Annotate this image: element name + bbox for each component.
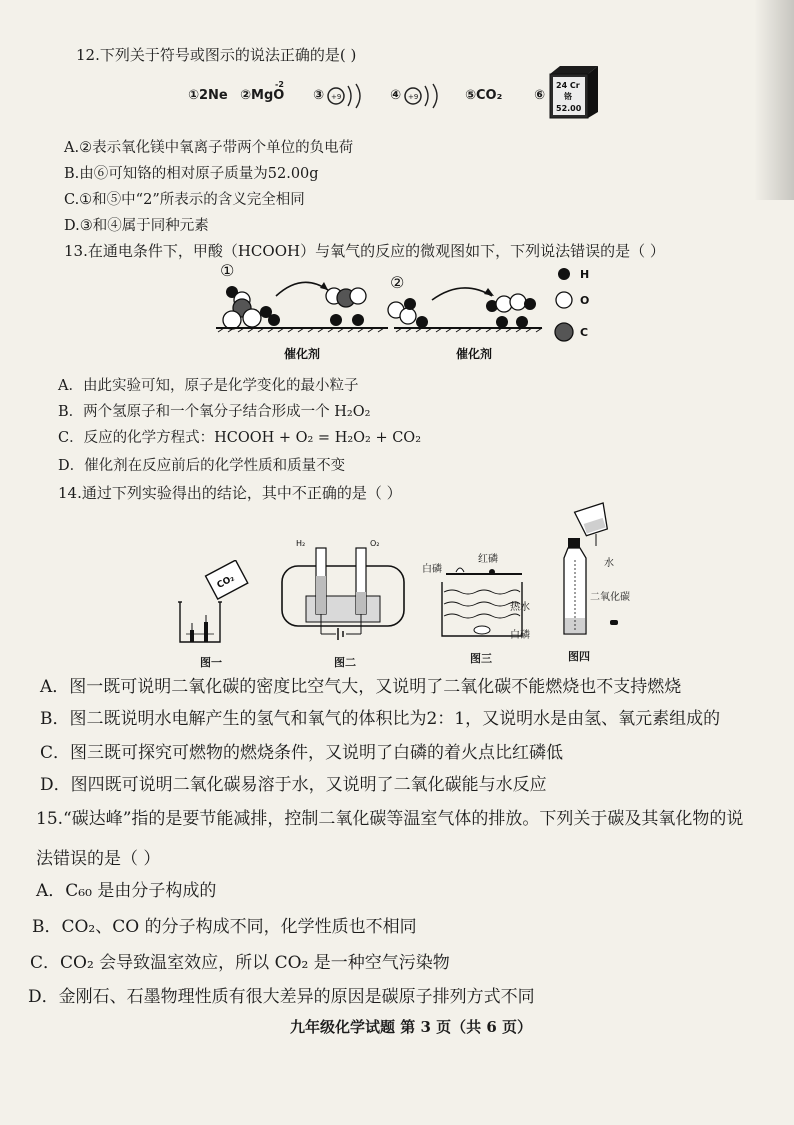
fig4-label-co2: 二氧化碳 <box>590 592 630 603</box>
reaction-microscopic-diagram <box>212 260 612 366</box>
symbol-4-num: ④ <box>390 88 402 103</box>
fig4-label-water: 水 <box>604 558 614 569</box>
figure-1-caption: 图一 <box>200 656 222 669</box>
svg-text:H₂: H₂ <box>296 539 306 548</box>
element-card-chromium <box>548 64 600 120</box>
svg-text:O₂: O₂ <box>370 539 380 548</box>
svg-text:②: ② <box>390 273 405 292</box>
q13-option-a: A．由此实验可知，原子是化学变化的最小粒子 <box>58 378 359 394</box>
figure-4-co2-bottle <box>556 502 632 640</box>
svg-text:H: H <box>580 268 590 281</box>
symbol-1: ①2Ne <box>188 88 228 103</box>
figure-2-electrolysis <box>276 536 410 650</box>
q14-stem: 14.通过下列实验得出的结论，其中不正确的是（ ） <box>58 484 402 502</box>
q15-option-a: A．C₆₀ 是由分子构成的 <box>36 881 217 901</box>
fig3-label-white-p2: 白磷 <box>510 630 530 641</box>
svg-text:52.00: 52.00 <box>556 104 582 113</box>
svg-text:+9: +9 <box>331 93 342 101</box>
figure-4-caption: 图四 <box>568 650 590 663</box>
symbol-5: ⑤CO₂ <box>465 88 503 103</box>
svg-text:CO₂: CO₂ <box>215 573 237 591</box>
svg-text:①: ① <box>220 261 235 280</box>
figure-1-co2-beaker <box>172 560 258 652</box>
svg-text:O: O <box>580 294 590 307</box>
symbol-2-charge: -2 <box>275 80 284 89</box>
q15-stem-line1: 15.“碳达峰”指的是要节能减排，控制二氧化碳等温室气体的排放。下列关于碳及其氧化物的说 <box>36 809 744 829</box>
q15-option-c: C．CO₂ 会导致温室效应，所以 CO₂ 是一种空气污染物 <box>30 953 450 973</box>
svg-text:催化剂: 催化剂 <box>456 347 493 361</box>
page-footer: 九年级化学试题 第 3 页（共 6 页） <box>290 1018 532 1036</box>
figure-3-caption: 图三 <box>470 652 492 665</box>
q12-stem: 12.下列关于符号或图示的说法正确的是( ) <box>76 46 357 64</box>
fig3-label-hot-water: 热水 <box>510 602 530 613</box>
page-shadow <box>754 0 794 200</box>
fig3-label-white-p: 白磷 <box>422 564 442 575</box>
figure-2-caption: 图二 <box>334 656 356 669</box>
atom-structure-4-diagram <box>403 82 445 110</box>
svg-text:+9: +9 <box>408 93 419 101</box>
svg-text:24 Cr: 24 Cr <box>556 81 580 90</box>
q15-option-d: D．金刚石、石墨物理性质有很大差异的原因是碳原子排列方式不同 <box>28 987 535 1007</box>
q14-option-b: B．图二既说明水电解产生的氢气和氧气的体积比为2：1，又说明水是由氢、氧元素组成的 <box>40 709 721 729</box>
q14-option-c: C．图三既可探究可燃物的燃烧条件，又说明了白磷的着火点比红磷低 <box>40 743 564 763</box>
q15-option-b: B．CO₂、CO 的分子构成不同，化学性质也不相同 <box>32 917 417 937</box>
q13-option-d: D．催化剂在反应前后的化学性质和质量不变 <box>58 458 346 474</box>
symbol-2: ②MgO <box>240 88 285 103</box>
svg-text:催化剂: 催化剂 <box>284 347 321 361</box>
svg-text:C: C <box>580 326 589 339</box>
q12-option-c: C.①和⑤中“2”所表示的含义完全相同 <box>64 192 305 208</box>
q14-option-d: D．图四既可说明二氧化碳易溶于水，又说明了二氧化碳能与水反应 <box>40 775 547 795</box>
q14-option-a: A．图一既可说明二氧化碳的密度比空气大，又说明了二氧化碳不能燃烧也不支持燃烧 <box>40 677 682 697</box>
symbol-3-num: ③ <box>313 88 325 103</box>
symbol-6-num: ⑥ <box>534 88 546 103</box>
q12-option-b: B.由⑥可知铬的相对原子质量为52.00g <box>64 166 319 182</box>
svg-text:铬: 铬 <box>564 92 572 101</box>
q15-stem-line2: 法错误的是（ ） <box>36 849 161 869</box>
q12-option-a: A.②表示氧化镁中氧离子带两个单位的负电荷 <box>64 140 354 156</box>
q12-option-d: D.③和④属于同种元素 <box>64 218 209 234</box>
fig3-label-red-p: 红磷 <box>478 554 498 565</box>
q13-stem: 13.在通电条件下，甲酸（HCOOH）与氧气的反应的微观图如下，下列说法错误的是（ ） <box>64 242 665 260</box>
q13-option-c: C．反应的化学方程式：HCOOH + O₂ = H₂O₂ + CO₂ <box>58 430 422 446</box>
atom-structure-3-diagram <box>326 82 368 110</box>
q13-option-b: B．两个氢原子和一个氧分子结合形成一个 H₂O₂ <box>58 404 371 420</box>
